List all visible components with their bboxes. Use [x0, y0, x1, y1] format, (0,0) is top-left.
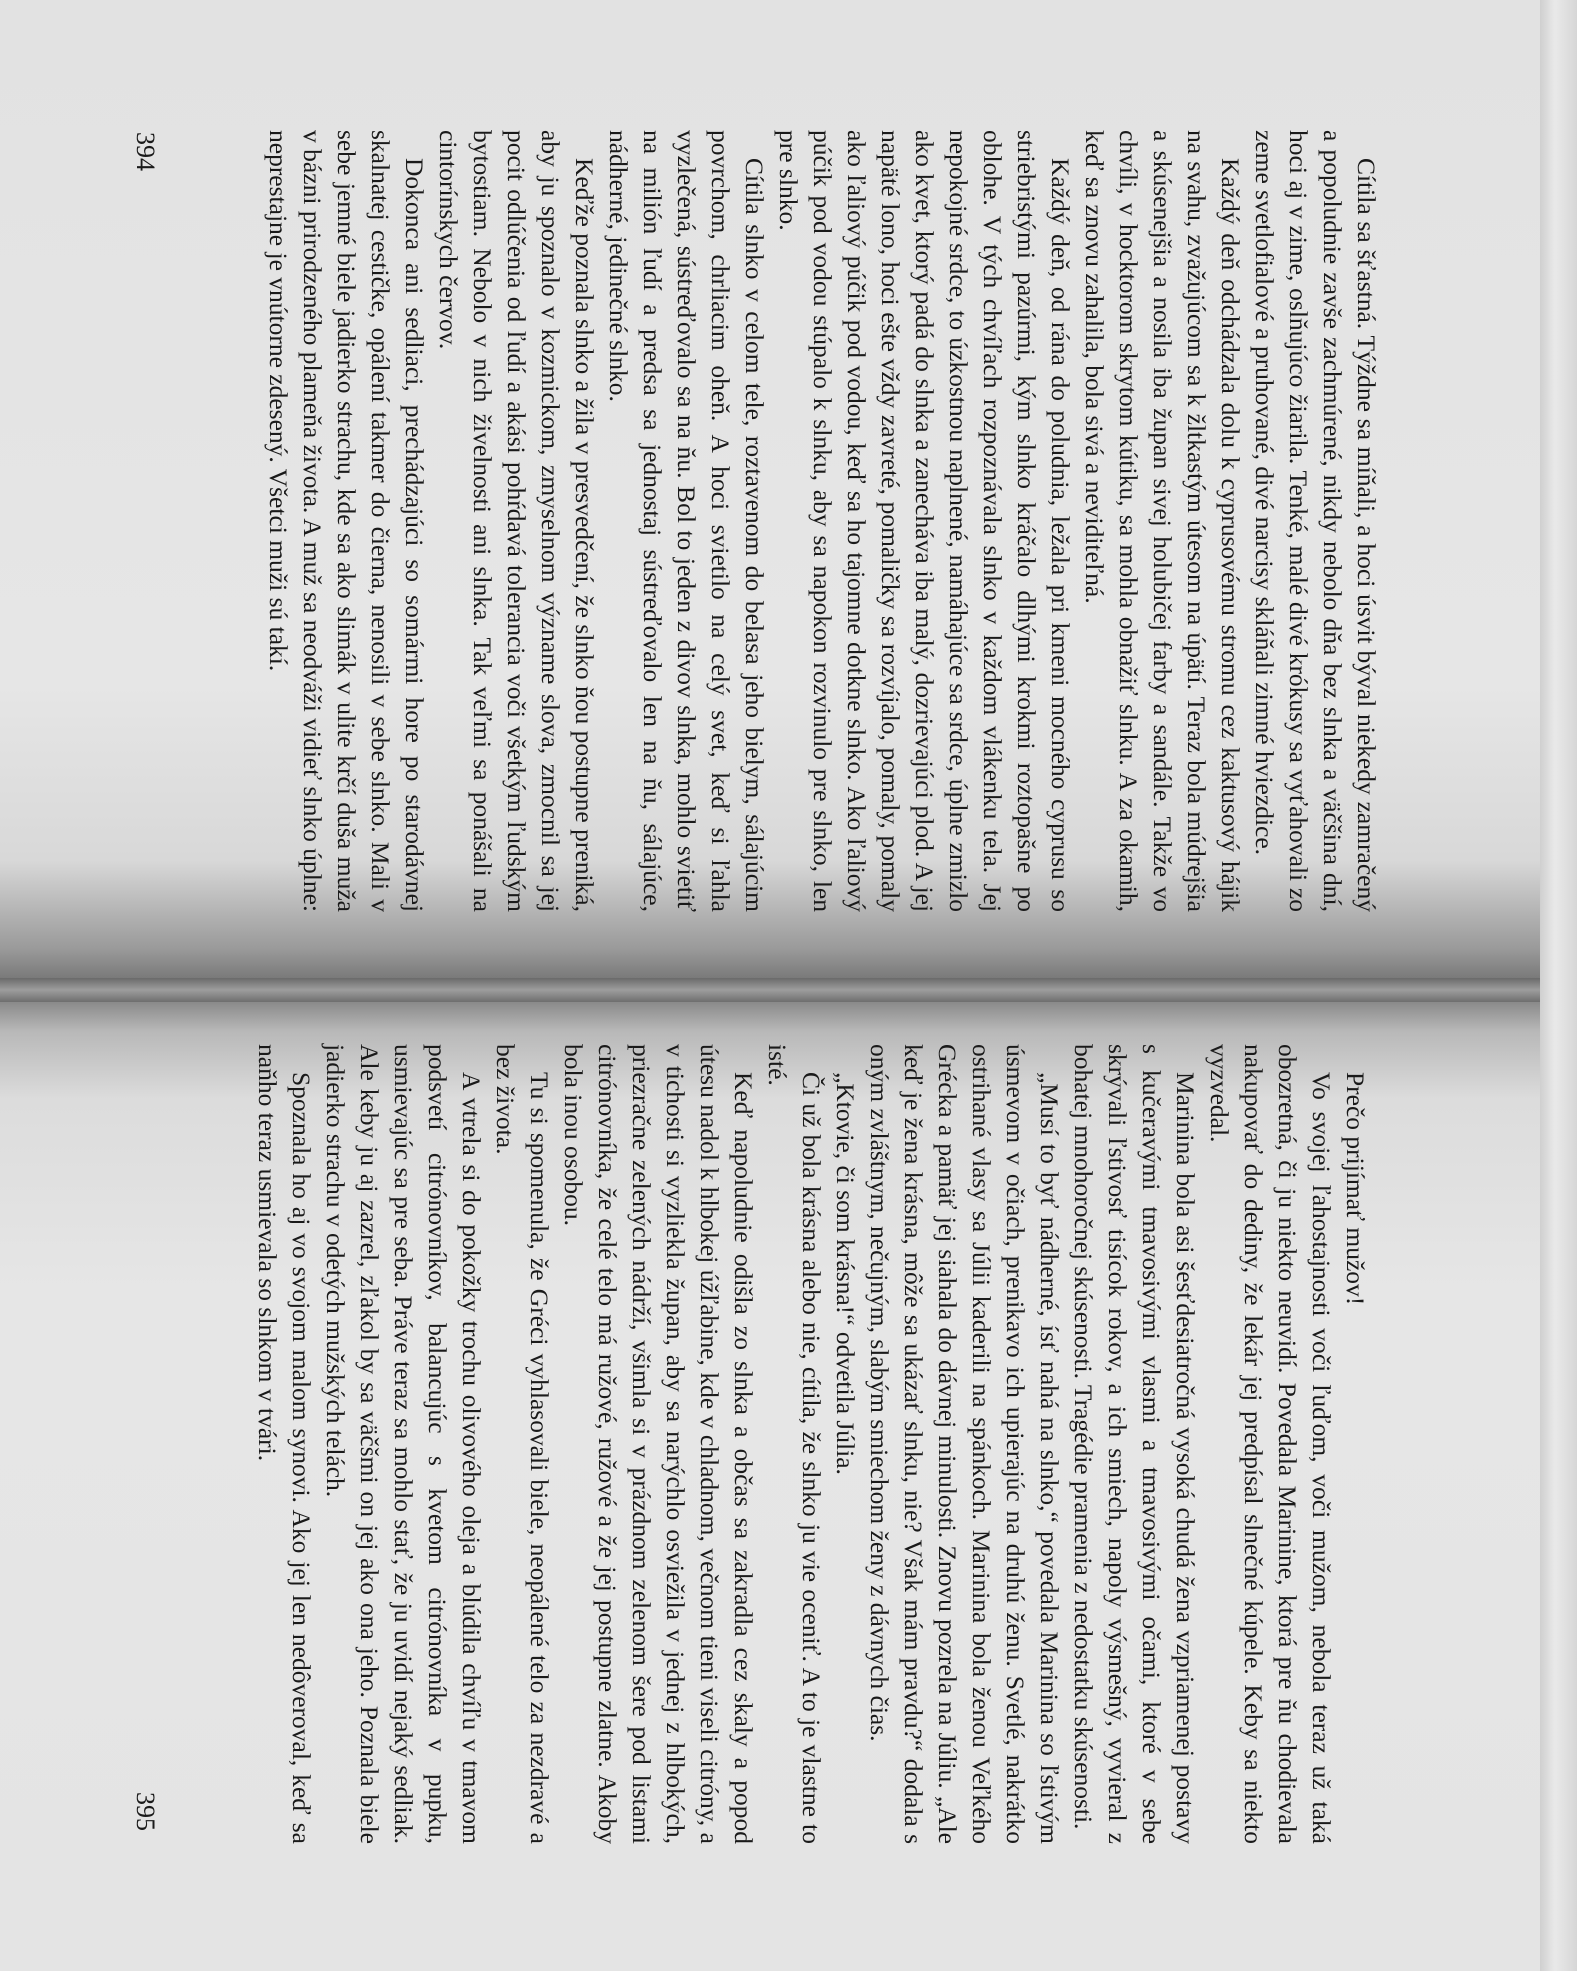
paragraph: „Ktovie, či som krásna!“ odvetila Júlia. [831, 1072, 860, 1475]
page-number-394 [130, 132, 160, 171]
paragraph: Vo svojej ľahostajnosti voči ľuďom, voči mužom, nebola teraz už taká obozretná, či ju niekto neuvidí. Povedala Marinine, ktorá pre ňu chodievala nakupovať do dediny, že lekár jej predpísal slnečné kúpele. Keby sa niekto vyzvedal. [1205, 1044, 1336, 1844]
paragraph: A vtrela si do pokožky trochu olivového oleja a blúdila chvíľu v tmavom podsvetí citrónovníkov, balancujúc s kvetom citrónovníka v pupku, usmievajúc sa pre seba. Práve teraz sa mohlo stať, že ju uvidí nejaký sedliak. Ale keby ju aj zazrel, zľakol by sa väčšmi on jej ako ona jeho. Poznala biele jadierko strachu v odetých mužských telách. [321, 1044, 486, 1844]
paragraph: Každý deň, od rána do poludnia, ležala pri kmeni mocného cyprusu so striebristými pazúrmi, kým slnko kráčalo dlhými krokmi roztopašne po oblohe. V tých chvíľach rozpoznávala slnko v každom vlákenku tela. Jej nepokojné srdce, to úzkostnou naplnené, namáhajúce sa srdce, úplne zmizlo ako kvet, ktorý padá do slnka a zanecháva iba malý, dozrievajúci plod. A jej napäté lono, hoci ešte vždy zavreté, pomaličky sa rozvíjalo, pomaly, pomaly ako ľaliový púčik pod vodou, keď sa ho tajomne dotkne slnko. Ako ľaliový púčik pod vodou stúpalo k slnku, aby sa napokon rozvinulo pre slnko, len pre slnko. [774, 130, 1075, 912]
paragraph: Keďže poznala slnko a žila v presvedčení, že slnko ňou postupne preniká, aby ju spoznalo v kozmickom, zmyselnom význame slova, zmocnil sa jej pocit odlúčenia od ľudí a akási pohŕdavá tolerancia voči všetkým ľudským bytostiam. Nebolo v nich živelnosti ani slnka. Tak veľmi sa ponášali na cintorínskych červov. [434, 130, 599, 912]
paragraph: Každý deň odchádzala dolu k cyprusovému stromu cez kaktusový hájik na svahu, zvažujúcom sa k žltkastým útesom na úpätí. Teraz bola múdrejšia a skúsenejšia a nosila iba župan sivej holubičej farby a sandále. Takže vo chvíli, v hocktorom skrytom kútiku, sa mohla obnažiť slnku. A za okamih, keď sa znovu zahalila, bola sivá a neviditeľná. [1080, 130, 1245, 912]
paragraph: Dokonca ani sedliaci, prechádzajúci so somármi hore po starodávnej skalnatej cestičke, opálení takmer do čierna, nenosili v sebe slnko. Mali v sebe jemné biele jadierko strachu, kde sa ako slimák v ulite krčí duša muža v bázni prirodzeného plameňa života. A muž sa neodváži vidieť slnko úplne: neprestajne je vnútorne zdesený. Všetci muži sú takí. [264, 130, 429, 912]
paragraph: Prečo prijímať mužov! [1341, 1072, 1370, 1306]
paragraph: Keď napoludnie odišla zo slnka a občas sa zakradla cez skaly a popod útesu nadol k hlbokej úžľabine, kde v chladnom, večnom tieni viseli citróny, a v tichosti si vyzliekla župan, aby sa narýchlo osviežila v jednej z hlbokých, priezračne zelených nádrží, všimla si v prázdnom zelenom šere pod listami citrónovníka, že celé telo má ružové, ružové a že jej postupne zlatne. Akoby bola inou osobou. [559, 1044, 758, 1844]
page-395-text [250, 1044, 1372, 1844]
page-395-frame [187, 1044, 1372, 1844]
folio: 395 [131, 1792, 160, 1831]
paragraph: Spoznala ho aj vo svojom malom synovi. Ako jej len nedôveroval, keď sa naňho teraz usmievala so slnkom v tvári. [253, 1044, 316, 1844]
page-number-395 [130, 1792, 160, 1831]
paragraph: Marinina bola asi šesťdesiatročná vysoká chudá žena vzpriamenej postavy s kučeravými tmavosivými vlasmi a tmavosivými očami, ktoré v sebe skrývali ľstivosť tisícok rokov, a ich smiech, napoly výsmešný, vyvieral z bohatej mnohoročnej skúsenosti. Tragédie pramenia z nedostatku skúsenosti. [1069, 1044, 1200, 1844]
paragraph: Cítila sa šťastná. Týždne sa míňali, a hoci úsvit býval niekedy zamračený a popoludnie zavše zachmúrené, nikdy nebolo dňa bez slnka a väčšina dní, hoci aj v zime, oslňujúco žiarila. Tenké, malé divé krókusy sa vyťahovali zo zeme svetlofialové a pruhované, divé narcisy skláňali zimné hviezdice. [1250, 130, 1381, 912]
page-394-text [261, 130, 1383, 912]
page-395 [0, 1002, 1540, 1971]
paragraph: Cítila slnko v celom tele, roztavenom do belasa jeho bielym, sálajúcim povrchom, chrliacim oheň. A hoci svietilo na celý svet, keď si ľahla vyzlečená, sústreďovalo sa na ňu. Bol to jeden z divov slnka, mohlo svietiť na milión ľudí a predsa sa jednostaj sústreďovalo len na ňu, sálajúce, nádherné, jedinečné slnko. [604, 130, 769, 912]
book-gutter [0, 978, 1577, 1002]
page-394 [0, 0, 1540, 978]
paragraph: Či už bola krásna alebo nie, cítila, že slnko ju vie oceniť. A to je vlastne to isté. [763, 1044, 826, 1844]
paragraph: „Musí to byť nádherné, ísť nahá na slnko,“ povedala Marinina so ľstivým úsmevom v očiach, prenikavo ich upierajúc na druhú ženu. Svetlé, nakrátko ostrihané vlasy sa Júlii kaderili na spánkoch. Marinina bola ženou Veľkého Grécka a pamäť jej siahala do dávnej minulosti. Znovu pozrela na Júliu. „Ale keď je žena krásna, môže sa ukázať slnku, nie? Však mám pravdu?“ dodala s oným zvláštnym, nečujným, slabým smiechom ženy z dávnych čias. [865, 1044, 1064, 1844]
page-394-frame [168, 130, 1383, 912]
scanner-edge [1540, 0, 1577, 1971]
folio: 394 [131, 132, 160, 171]
paragraph: Tu si spomenula, že Gréci vyhlasovali biele, neopálené telo za nezdravé a bez života. [491, 1044, 554, 1844]
